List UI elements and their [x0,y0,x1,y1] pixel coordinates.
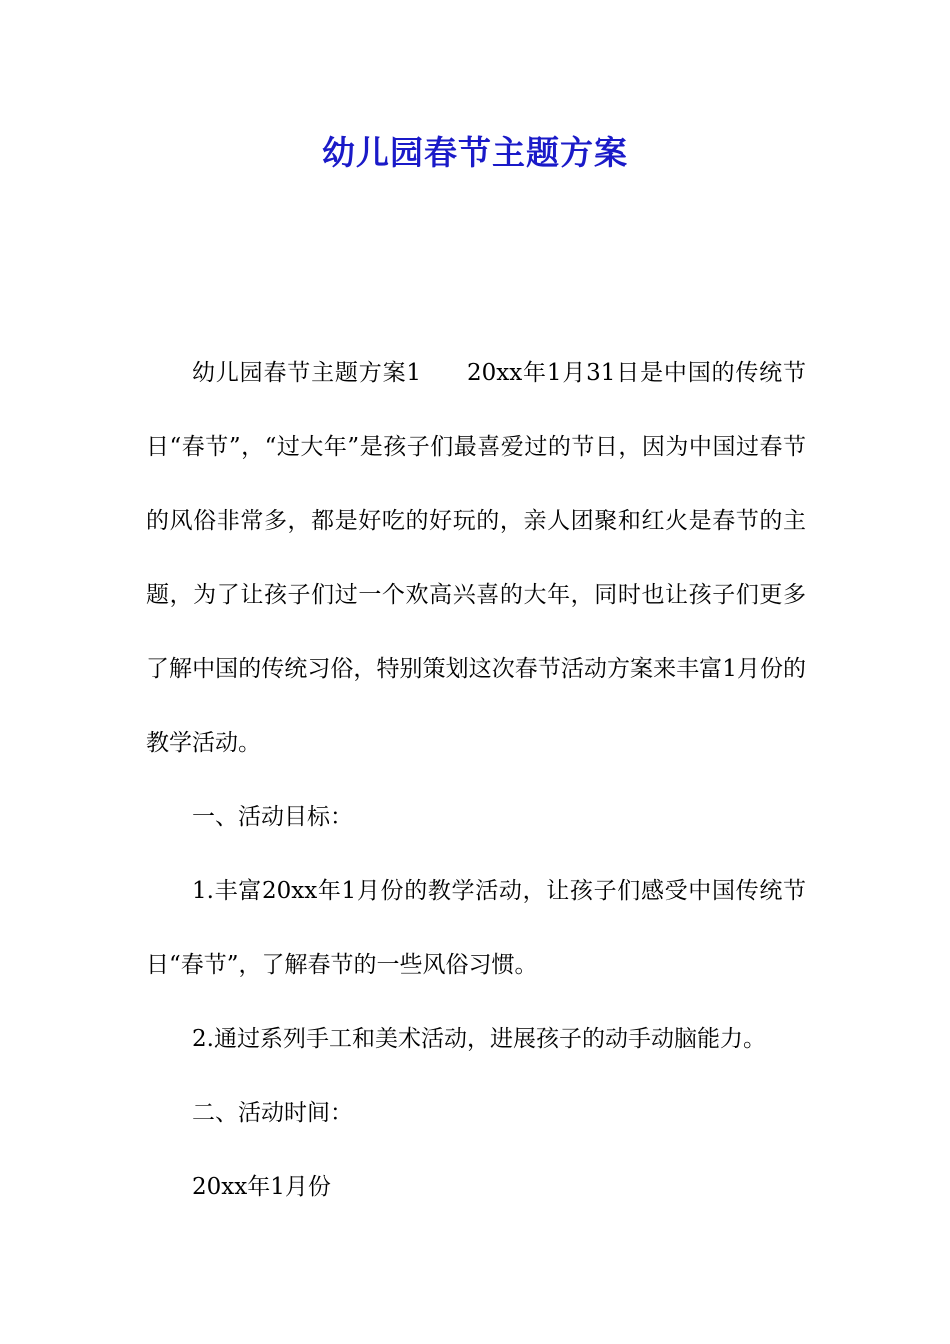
intro-paragraph [146,336,806,780]
intro-text: 20xx年1月31日是中国的传统节日“春节”，“过大年”是孩子们最喜爱过的节日，因为中国过春节的风俗非常多，都是好吃的好玩的，亲人团聚和红火是春节的主题，为了让孩子们过一个欢高兴喜的大年，同时也让孩子们更多了解中国的传统习俗，特别策划这次春节活动方案来丰富1月份的教学活动。 [146,360,806,756]
goal-item-1: 1.丰富20xx年1月份的教学活动，让孩子们感受中国传统节日“春节”，了解春节的一些风俗习惯。 [146,878,806,978]
intro-heading: 幼儿园春节主题方案1 [192,360,422,386]
section-heading-time: 二、活动时间： [192,1100,353,1126]
section-heading-goals: 一、活动目标： [192,804,353,830]
time-value: 20xx年1月份 [192,1174,331,1200]
document-title: 幼儿园春节主题方案 [322,133,628,172]
goal-item-2: 2.通过系列手工和美术活动，进展孩子的动手动脑能力。 [192,1026,766,1052]
document-body [146,336,806,1224]
